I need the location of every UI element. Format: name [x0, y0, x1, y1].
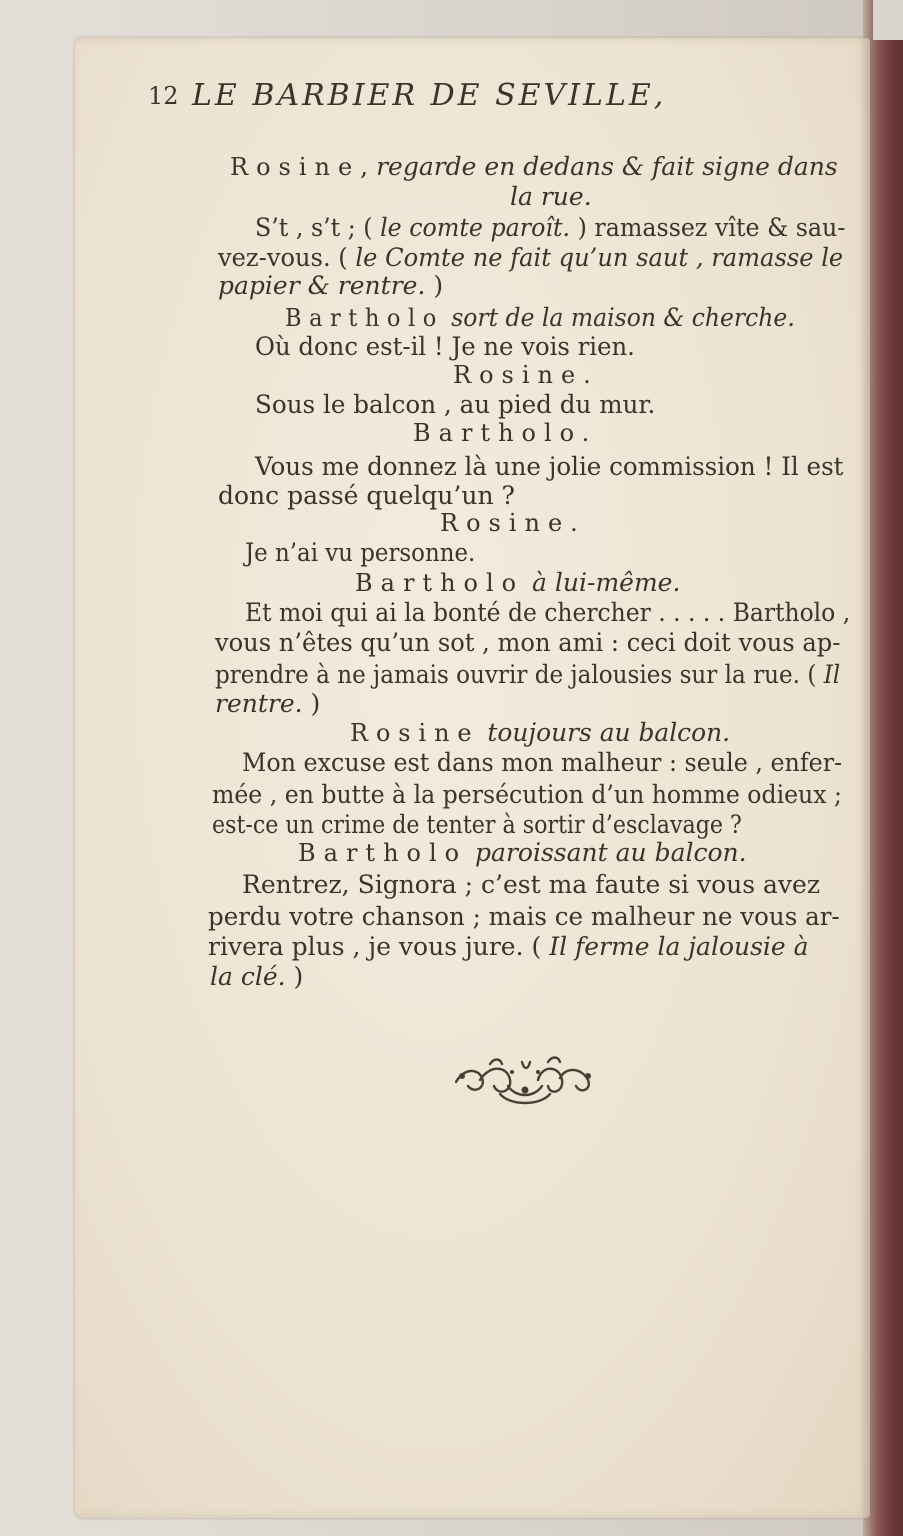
stage-direction: le Comte ne fait qu’un saut , ramasse le [355, 243, 844, 272]
stage-direction: le comte paroît. [380, 213, 571, 242]
text-line [255, 390, 656, 420]
line-text: , [360, 152, 377, 181]
speaker-name: Bartholo. [413, 419, 598, 447]
line-text: Et moi qui ai la bonté de chercher . . . . . Bartholo , [245, 598, 851, 627]
stage-direction: toujours au balcon. [487, 718, 731, 747]
text-line [218, 481, 538, 511]
running-title: LE BARBIER DE SEVILLE, [192, 78, 667, 113]
line-text: prendre à ne jamais ouvrir de jalousies sur la rue. ( [215, 660, 824, 689]
fleuron-ornament [450, 1050, 600, 1110]
stage-direction: papier & rentre. [218, 271, 426, 300]
line-text: vez-vous. ( [218, 243, 356, 272]
text-line [245, 598, 851, 628]
stage-direction: à lui-même. [532, 568, 681, 597]
line-text: ) [425, 271, 444, 300]
line-text: Où donc est-il ! Je ne vois rien. [255, 332, 635, 361]
speaker-name: Bartholo [355, 569, 525, 597]
line-text: Rentrez, Signora ; c’est ma faute si vous avez [242, 870, 821, 899]
stage-direction: rentre. [215, 689, 303, 718]
line-text [467, 838, 475, 867]
speaker-name: Rosine [230, 153, 361, 181]
line-text: perdu votre chanson ; mais ce malheur ne vous ar- [208, 902, 840, 931]
speaker-name: Rosine. [440, 509, 586, 537]
stage-direction: Il [823, 660, 841, 689]
line-text: vous n’êtes qu’un sot , mon ami : ceci doit vous ap- [215, 628, 841, 657]
text-line [242, 870, 842, 900]
stage-direction: Il ferme la jalousie à [549, 932, 809, 961]
text-line [215, 689, 335, 719]
line-text: Vous me donnez là une jolie commission ! Il est [255, 452, 844, 481]
text-line [218, 271, 538, 301]
text-line [245, 538, 476, 568]
line-text: est-ce un crime de tenter à sortir d’esclavage ? [212, 810, 742, 839]
text-line [215, 660, 841, 690]
text-line [208, 932, 840, 962]
text-line [255, 452, 844, 482]
speaker-line [298, 838, 768, 868]
text-line [208, 902, 840, 932]
text-line [218, 243, 844, 273]
line-text: S’t , s’t ; ( [255, 213, 381, 242]
line-text [524, 568, 532, 597]
line-text: mée , en butte à la persécution d’un homme odieux ; [212, 780, 842, 809]
text-line [510, 182, 840, 212]
speaker-line [413, 418, 653, 448]
text-line [255, 213, 846, 243]
stage-direction: regarde en dedans & fait signe dans [376, 152, 838, 181]
speaker-line [350, 718, 731, 748]
page-edge-shadow [860, 38, 870, 1518]
line-text: ) [285, 962, 304, 991]
line-text [444, 303, 451, 332]
text-line [212, 780, 842, 810]
text-line [212, 810, 742, 840]
speaker-name: Bartholo [298, 839, 468, 867]
line-text: rivera plus , je vous jure. ( [208, 932, 550, 961]
speaker-name: Rosine. [453, 361, 599, 389]
speaker-line [285, 303, 795, 333]
stage-direction: paroissant au balcon. [475, 838, 747, 867]
speaker-name: Rosine [350, 719, 480, 747]
line-text: ) [302, 689, 321, 718]
line-text: Je n’ai vu personne. [245, 538, 476, 567]
speaker-line [453, 360, 613, 390]
line-text: ) ramassez vîte & sau- [570, 213, 846, 242]
speaker-name: Bartholo [285, 304, 444, 332]
stage-direction: sort de la maison & cherche. [451, 303, 795, 332]
line-text: Mon excuse est dans mon malheur : seule , enfer- [242, 748, 843, 777]
speaker-line [355, 568, 775, 598]
speaker-line [230, 152, 840, 182]
stage-direction: la clé. [210, 962, 286, 991]
text-line [255, 332, 635, 362]
text-line [210, 962, 320, 992]
text-line [215, 628, 841, 658]
stage-direction: la rue. [510, 182, 592, 211]
text-line [242, 748, 843, 778]
page-number: 12 [148, 82, 179, 110]
line-text: Sous le balcon , au pied du mur. [255, 390, 656, 419]
line-text: donc passé quelqu’un ? [218, 481, 515, 510]
line-text [480, 718, 488, 747]
binding-top [873, 0, 903, 40]
speaker-line [440, 508, 620, 538]
